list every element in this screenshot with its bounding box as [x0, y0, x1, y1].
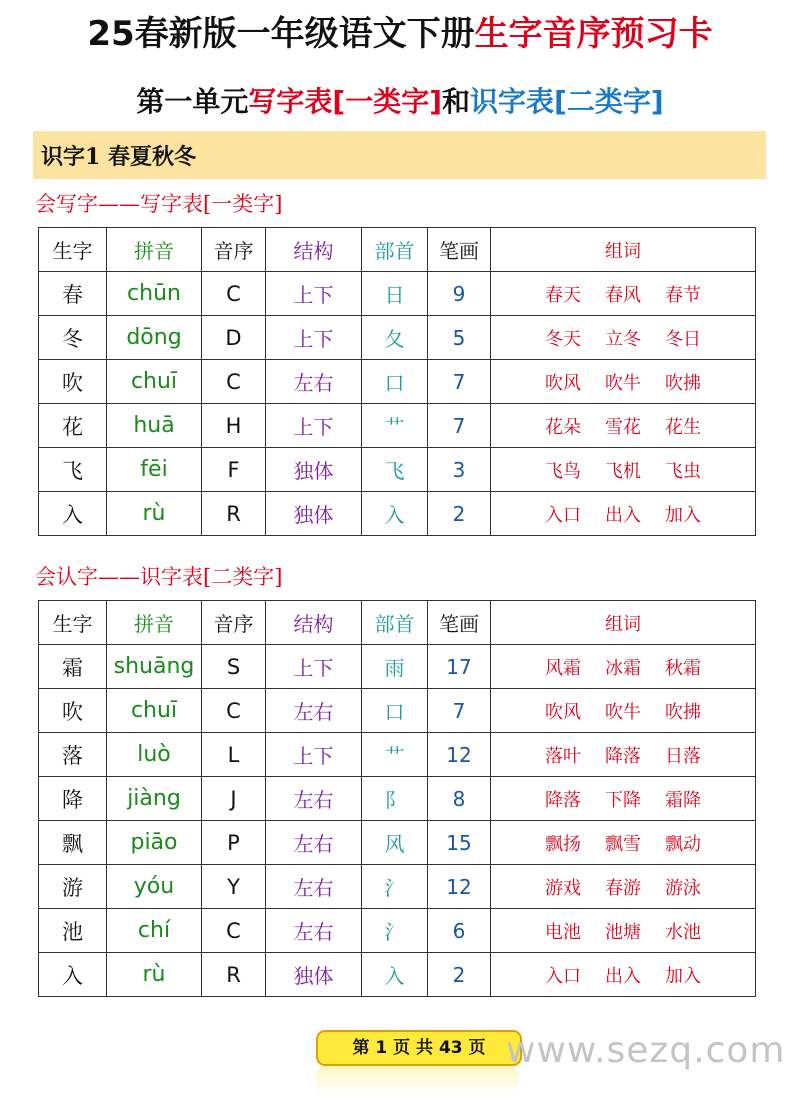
- column-header: 生字: [39, 228, 107, 272]
- pinyin-cell: jiàng: [107, 777, 202, 821]
- word-item: 花生: [665, 416, 701, 438]
- word-item: 入口: [545, 965, 581, 987]
- pinyin-cell: rù: [107, 492, 202, 536]
- strokes-cell: 15: [428, 821, 491, 865]
- radical-cell: 艹: [362, 404, 428, 448]
- page-indicator: 第 1 页 共 43 页: [316, 1030, 522, 1066]
- character-cell: 降: [39, 777, 107, 821]
- word-item: 秋霜: [665, 657, 701, 679]
- table-row: [39, 733, 756, 777]
- word-item: 日落: [665, 745, 701, 767]
- word-item: 下降: [605, 789, 641, 811]
- word-group-cell: [491, 733, 756, 777]
- word-item: 春节: [665, 284, 701, 306]
- radical-cell: 夂: [362, 316, 428, 360]
- strokes-cell: 12: [428, 865, 491, 909]
- table-row: [39, 360, 756, 404]
- character-cell: 霜: [39, 645, 107, 689]
- word-group-cell: [491, 316, 756, 360]
- structure-cell: 上下: [266, 272, 362, 316]
- column-header: 拼音: [107, 601, 202, 645]
- pinyin-cell: chuī: [107, 360, 202, 404]
- pinyin-cell: rù: [107, 953, 202, 997]
- table1-body: [39, 228, 756, 536]
- word-item: 冰霜: [605, 657, 641, 679]
- table2-heading: 会认字——识字表[二类字]: [35, 565, 283, 589]
- word-item: 加入: [665, 965, 701, 987]
- radical-cell: 氵: [362, 909, 428, 953]
- letter-order-cell: L: [202, 733, 266, 777]
- pinyin-cell: shuāng: [107, 645, 202, 689]
- word-item: 降落: [545, 789, 581, 811]
- word-item: 飞虫: [665, 460, 701, 482]
- word-item: 冬天: [545, 328, 581, 350]
- pinyin-cell: huā: [107, 404, 202, 448]
- strokes-cell: 7: [428, 689, 491, 733]
- word-item: 出入: [605, 504, 641, 526]
- strokes-cell: 2: [428, 492, 491, 536]
- word-group-cell: [491, 360, 756, 404]
- word-item: 池塘: [605, 921, 641, 943]
- radical-cell: 阝: [362, 777, 428, 821]
- character-cell: 春: [39, 272, 107, 316]
- structure-cell: 左右: [266, 360, 362, 404]
- radical-cell: 口: [362, 689, 428, 733]
- word-item: 吹拂: [665, 701, 701, 723]
- word-item: 出入: [605, 965, 641, 987]
- column-header: 音序: [202, 228, 266, 272]
- radical-cell: 飞: [362, 448, 428, 492]
- subtitle-recognize-table: 识字表[二类字]: [470, 85, 664, 118]
- word-item: 落叶: [545, 745, 581, 767]
- character-cell: 吹: [39, 360, 107, 404]
- structure-cell: 左右: [266, 777, 362, 821]
- structure-cell: 独体: [266, 448, 362, 492]
- word-item: 电池: [545, 921, 581, 943]
- pinyin-cell: chūn: [107, 272, 202, 316]
- column-header: 音序: [202, 601, 266, 645]
- column-header: 生字: [39, 601, 107, 645]
- word-item: 飘动: [665, 833, 701, 855]
- character-cell: 飞: [39, 448, 107, 492]
- write-characters-table: [38, 227, 756, 536]
- page-title: [0, 12, 800, 56]
- structure-cell: 左右: [266, 821, 362, 865]
- column-header: 结构: [266, 601, 362, 645]
- word-item: 吹风: [545, 701, 581, 723]
- strokes-cell: 7: [428, 404, 491, 448]
- letter-order-cell: J: [202, 777, 266, 821]
- radical-cell: 日: [362, 272, 428, 316]
- radical-cell: 口: [362, 360, 428, 404]
- page-indicator-reflection: [316, 1066, 518, 1096]
- pinyin-cell: luò: [107, 733, 202, 777]
- word-group-cell: [491, 448, 756, 492]
- word-group-cell: [491, 777, 756, 821]
- table-row: [39, 645, 756, 689]
- recognize-characters-table: [38, 600, 756, 997]
- structure-cell: 上下: [266, 645, 362, 689]
- word-item: 飘雪: [605, 833, 641, 855]
- letter-order-cell: D: [202, 316, 266, 360]
- table-row: [39, 448, 756, 492]
- word-item: 花朵: [545, 416, 581, 438]
- watermark: www.sezq.com: [506, 1030, 786, 1071]
- word-group-cell: [491, 909, 756, 953]
- character-cell: 花: [39, 404, 107, 448]
- word-group-cell: [491, 953, 756, 997]
- table-header-row: [39, 601, 756, 645]
- word-item: 春风: [605, 284, 641, 306]
- lesson-header: [33, 131, 766, 179]
- letter-order-cell: R: [202, 953, 266, 997]
- word-item: 吹拂: [665, 372, 701, 394]
- word-item: 飞机: [605, 460, 641, 482]
- word-item: 游戏: [545, 877, 581, 899]
- table-row: [39, 953, 756, 997]
- word-group-cell: [491, 492, 756, 536]
- lesson-title: 识字1 春夏秋冬: [41, 144, 196, 170]
- strokes-cell: 3: [428, 448, 491, 492]
- column-header: 组词: [491, 228, 756, 272]
- column-header: 笔画: [428, 228, 491, 272]
- letter-order-cell: C: [202, 360, 266, 404]
- word-item: 冬日: [665, 328, 701, 350]
- pinyin-cell: yóu: [107, 865, 202, 909]
- letter-order-cell: C: [202, 689, 266, 733]
- word-group-cell: [491, 645, 756, 689]
- subtitle-write-table: 写字表[一类字]: [248, 85, 442, 118]
- letter-order-cell: F: [202, 448, 266, 492]
- structure-cell: 左右: [266, 865, 362, 909]
- radical-cell: 艹: [362, 733, 428, 777]
- word-item: 吹牛: [605, 372, 641, 394]
- table-row: [39, 316, 756, 360]
- word-group-cell: [491, 272, 756, 316]
- structure-cell: 上下: [266, 733, 362, 777]
- word-item: 入口: [545, 504, 581, 526]
- structure-cell: 左右: [266, 909, 362, 953]
- column-header: 笔画: [428, 601, 491, 645]
- word-item: 游泳: [665, 877, 701, 899]
- table-row: [39, 777, 756, 821]
- letter-order-cell: S: [202, 645, 266, 689]
- word-group-cell: [491, 865, 756, 909]
- pinyin-cell: chí: [107, 909, 202, 953]
- structure-cell: 上下: [266, 316, 362, 360]
- radical-cell: 入: [362, 492, 428, 536]
- strokes-cell: 17: [428, 645, 491, 689]
- table-row: [39, 404, 756, 448]
- character-cell: 飘: [39, 821, 107, 865]
- pinyin-cell: fēi: [107, 448, 202, 492]
- character-cell: 入: [39, 953, 107, 997]
- radical-cell: 风: [362, 821, 428, 865]
- word-item: 立冬: [605, 328, 641, 350]
- word-group-cell: [491, 689, 756, 733]
- pinyin-cell: piāo: [107, 821, 202, 865]
- letter-order-cell: R: [202, 492, 266, 536]
- strokes-cell: 8: [428, 777, 491, 821]
- strokes-cell: 12: [428, 733, 491, 777]
- word-item: 吹牛: [605, 701, 641, 723]
- letter-order-cell: C: [202, 272, 266, 316]
- table-row: [39, 272, 756, 316]
- strokes-cell: 2: [428, 953, 491, 997]
- character-cell: 吹: [39, 689, 107, 733]
- structure-cell: 上下: [266, 404, 362, 448]
- title-main: 25春新版一年级语文下册: [87, 14, 475, 54]
- word-item: 风霜: [545, 657, 581, 679]
- character-cell: 游: [39, 865, 107, 909]
- word-group-cell: [491, 404, 756, 448]
- page-subtitle: [0, 82, 800, 122]
- strokes-cell: 6: [428, 909, 491, 953]
- word-item: 春天: [545, 284, 581, 306]
- structure-cell: 独体: [266, 492, 362, 536]
- word-item: 春游: [605, 877, 641, 899]
- character-cell: 落: [39, 733, 107, 777]
- strokes-cell: 7: [428, 360, 491, 404]
- word-item: 飞鸟: [545, 460, 581, 482]
- subtitle-and: 和: [442, 85, 471, 118]
- structure-cell: 左右: [266, 689, 362, 733]
- table2-body: [39, 601, 756, 997]
- character-cell: 入: [39, 492, 107, 536]
- letter-order-cell: C: [202, 909, 266, 953]
- strokes-cell: 9: [428, 272, 491, 316]
- table-row: [39, 865, 756, 909]
- title-highlight: 生字音序预习卡: [474, 14, 713, 54]
- word-item: 加入: [665, 504, 701, 526]
- word-group-cell: [491, 821, 756, 865]
- character-cell: 池: [39, 909, 107, 953]
- letter-order-cell: Y: [202, 865, 266, 909]
- character-cell: 冬: [39, 316, 107, 360]
- column-header: 部首: [362, 228, 428, 272]
- letter-order-cell: H: [202, 404, 266, 448]
- structure-cell: 独体: [266, 953, 362, 997]
- pinyin-cell: chuī: [107, 689, 202, 733]
- word-item: 吹风: [545, 372, 581, 394]
- column-header: 拼音: [107, 228, 202, 272]
- radical-cell: 入: [362, 953, 428, 997]
- word-item: 飘扬: [545, 833, 581, 855]
- subtitle-unit: 第一单元: [136, 85, 249, 118]
- table-row: [39, 689, 756, 733]
- radical-cell: 氵: [362, 865, 428, 909]
- word-item: 霜降: [665, 789, 701, 811]
- table-header-row: [39, 228, 756, 272]
- column-header: 部首: [362, 601, 428, 645]
- table-row: [39, 821, 756, 865]
- pinyin-cell: dōng: [107, 316, 202, 360]
- table1-heading: 会写字——写字表[一类字]: [35, 192, 283, 216]
- word-item: 雪花: [605, 416, 641, 438]
- table-row: [39, 492, 756, 536]
- column-header: 结构: [266, 228, 362, 272]
- letter-order-cell: P: [202, 821, 266, 865]
- word-item: 水池: [665, 921, 701, 943]
- word-item: 降落: [605, 745, 641, 767]
- column-header: 组词: [491, 601, 756, 645]
- radical-cell: 雨: [362, 645, 428, 689]
- strokes-cell: 5: [428, 316, 491, 360]
- table-row: [39, 909, 756, 953]
